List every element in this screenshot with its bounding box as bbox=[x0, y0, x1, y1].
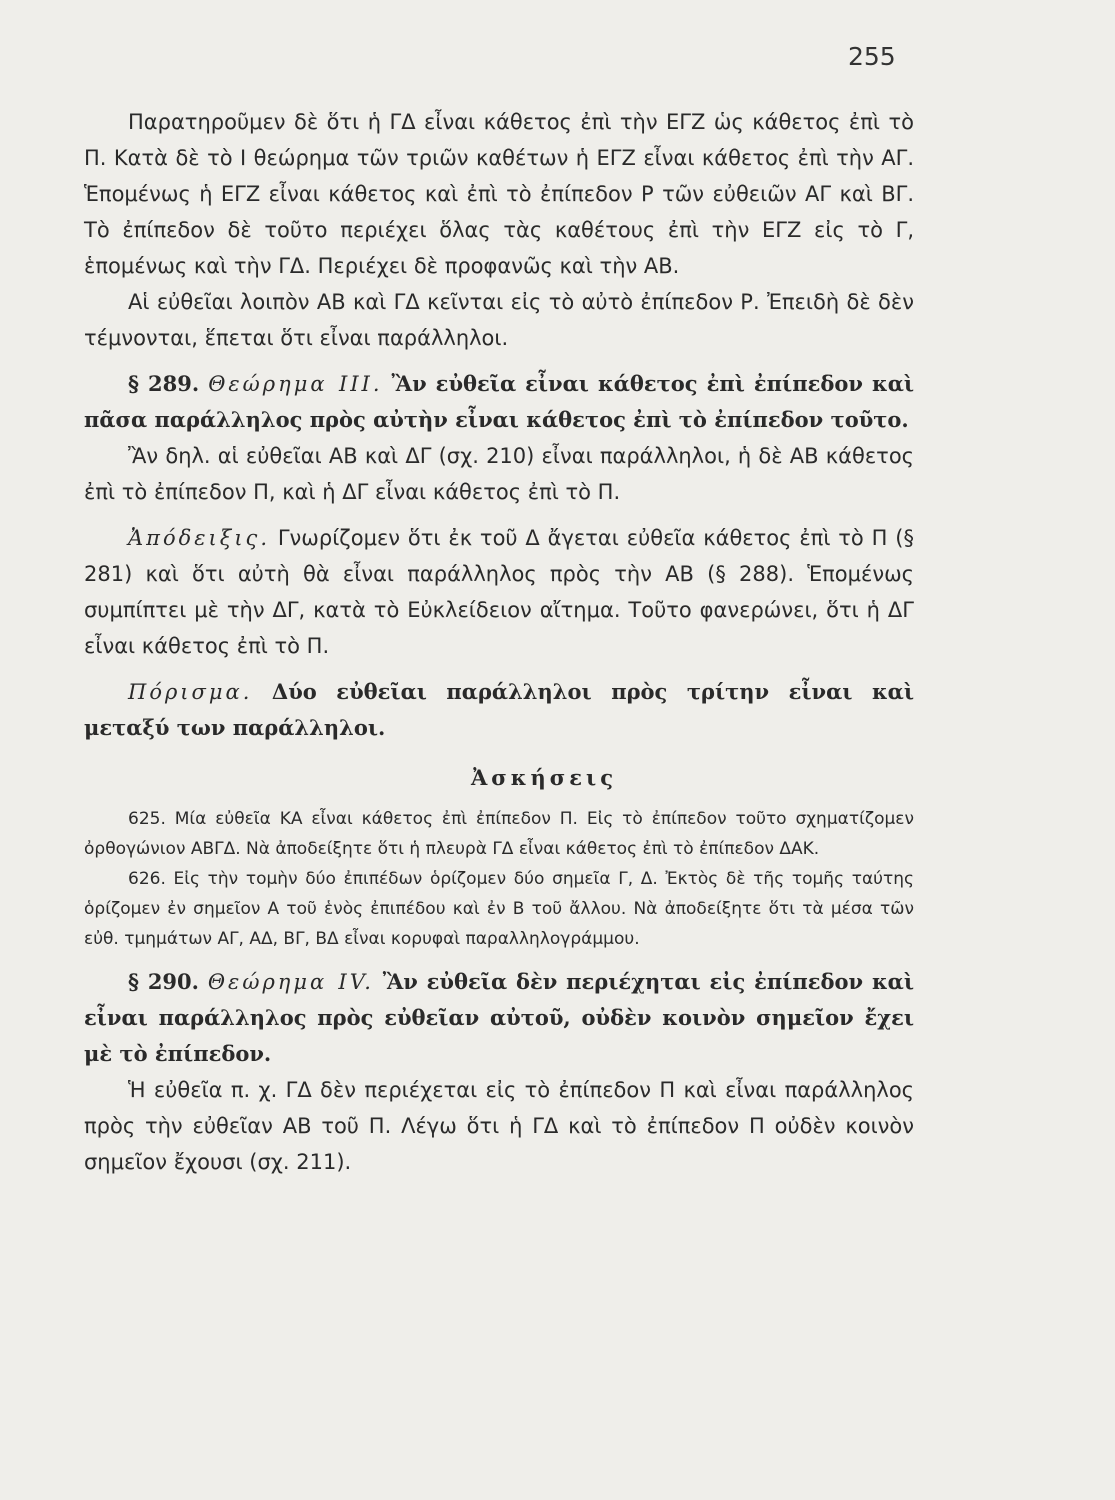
theorem-4-statement: Ἂν εὐθεῖα δὲν περιέχηται εἰς ἐπίπεδον καὶ εἶναι παράλληλος πρὸς εὐθεῖαν αὐτοῦ, οὐδὲν κοινὸν σημεῖον ἔχει μὲ τὸ ἐπίπεδον. bbox=[84, 969, 915, 1066]
theorem-4 bbox=[84, 964, 914, 1072]
theorem-4-section: § 290. bbox=[128, 969, 199, 994]
proof bbox=[84, 520, 914, 664]
theorem-3-section: § 289. bbox=[128, 371, 200, 396]
exercise-626: 626. Εἰς τὴν τομὴν δύο ἐπιπέδων ὁρίζομεν δύο σημεῖα Γ, Δ. Ἐκτὸς δὲ τῆς τομῆς ταύτης ὁρίζομεν ἐν σημεῖον Α τοῦ ἑνὸς ἐπιπέδου καὶ ἐν Β τοῦ ἄλλου. Νὰ ἀποδείξητε ὅτι τὰ μέσα τῶν εὐθ. τμημάτων ΑΓ, ΑΔ, ΒΓ, ΒΔ εἶναι κορυφαὶ παραλληλογράμμου. bbox=[84, 869, 914, 949]
theorem-3-statement: Ἂν εὐθεῖα εἶναι κάθετος ἐπὶ ἐπίπεδον καὶ πᾶσα παράλληλος πρὸς αὐτὴν εἶναι κάθετος ἐπὶ τὸ ἐπίπεδον τοῦτο. bbox=[84, 371, 915, 432]
proof-text: Γνωρίζομεν ὅτι ἐκ τοῦ Δ ἄγεται εὐθεῖα κάθετος ἐπὶ τὸ Π (§ 281) καὶ ὅτι αὐτὴ θὰ εἶναι παράλληλος πρὸς τὴν ΑΒ (§ 288). Ἑπομένως συμπίπτει μὲ τὴν ΔΓ, κατὰ τὸ Εὐκλείδειον αἴτημα. Τοῦτο φανερώνει, ὅτι ἡ ΔΓ εἶναι κάθετος ἐπὶ τὸ Π. bbox=[84, 526, 914, 658]
paragraph-3: Ἂν δηλ. αἱ εὐθεῖαι ΑΒ καὶ ΔΓ (σχ. 210) εἶναι παράλληλοι, ἡ δὲ ΑΒ κάθετος ἐπὶ τὸ ἐπίπεδον Π, καὶ ἡ ΔΓ εἶναι κάθετος ἐπὶ τὸ Π. bbox=[84, 444, 914, 504]
paragraph-1: Παρατηροῦμεν δὲ ὅτι ἡ ΓΔ εἶναι κάθετος ἐπὶ τὴν ΕΓΖ ὡς κάθετος ἐπὶ τὸ Π. Κατὰ δὲ τὸ Ι θεώρημα τῶν τριῶν καθέτων ἡ ΕΓΖ εἶναι κάθετος ἐπὶ τὴν ΑΓ. Ἑπομένως ἡ ΕΓΖ εἶναι κάθετος καὶ ἐπὶ τὸ ἐπίπεδον Ρ τῶν εὐθειῶν ΑΓ καὶ ΒΓ. Τὸ ἐπίπεδον δὲ τοῦτο περιέχει ὅλας τὰς καθέτους ἐπὶ τὴν ΕΓΖ εἰς τὸ Γ, ἑπομένως καὶ τὴν ΓΔ. Περιέχει δὲ προφανῶς καὶ τὴν ΑΒ. bbox=[84, 110, 914, 278]
exercise-625: 625. Μία εὐθεῖα ΚΑ εἶναι κάθετος ἐπὶ ἐπίπεδον Π. Εἰς τὸ ἐπίπεδον τοῦτο σχηματίζομεν ὀρθογώνιον ΑΒΓΔ. Νὰ ἀποδείξητε ὅτι ἡ πλευρὰ ΓΔ εἶναι κάθετος ἐπὶ τὸ ἐπίπεδον ΔΑΚ. bbox=[84, 809, 914, 859]
corollary bbox=[84, 674, 914, 746]
proof-label: Ἀπόδειξις. bbox=[128, 526, 270, 550]
exercises-title: Ἀσκήσεις bbox=[471, 765, 617, 790]
paragraph-4: Ἡ εὐθεῖα π. χ. ΓΔ δὲν περιέχεται εἰς τὸ ἐπίπεδον Π καὶ εἶναι παράλληλος πρὸς τὴν εὐθεῖαν ΑΒ τοῦ Π. Λέγω ὅτι ἡ ΓΔ καὶ τὸ ἐπίπεδον Π οὐδὲν κοινὸν σημεῖον ἔχουσι (σχ. 211). bbox=[84, 1078, 914, 1174]
corollary-label: Πόρισμα. bbox=[128, 680, 253, 704]
page-content bbox=[84, 104, 914, 1180]
theorem-3 bbox=[84, 366, 914, 438]
theorem-3-label: Θεώρημα ΙΙΙ. bbox=[208, 372, 383, 396]
corollary-text: Δύο εὐθεῖαι παράλληλοι πρὸς τρίτην εἶναι καὶ μεταξύ των παράλληλοι. bbox=[84, 679, 915, 740]
paragraph-2: Αἱ εὐθεῖαι λοιπὸν ΑΒ καὶ ΓΔ κεῖνται εἰς τὸ αὐτὸ ἐπίπεδον Ρ. Ἐπειδὴ δὲ δὲν τέμνονται, ἕπεται ὅτι εἶναι παράλληλοι. bbox=[84, 290, 914, 350]
page-number: 255 bbox=[848, 42, 896, 71]
theorem-4-label: Θεώρημα IV. bbox=[207, 970, 374, 994]
